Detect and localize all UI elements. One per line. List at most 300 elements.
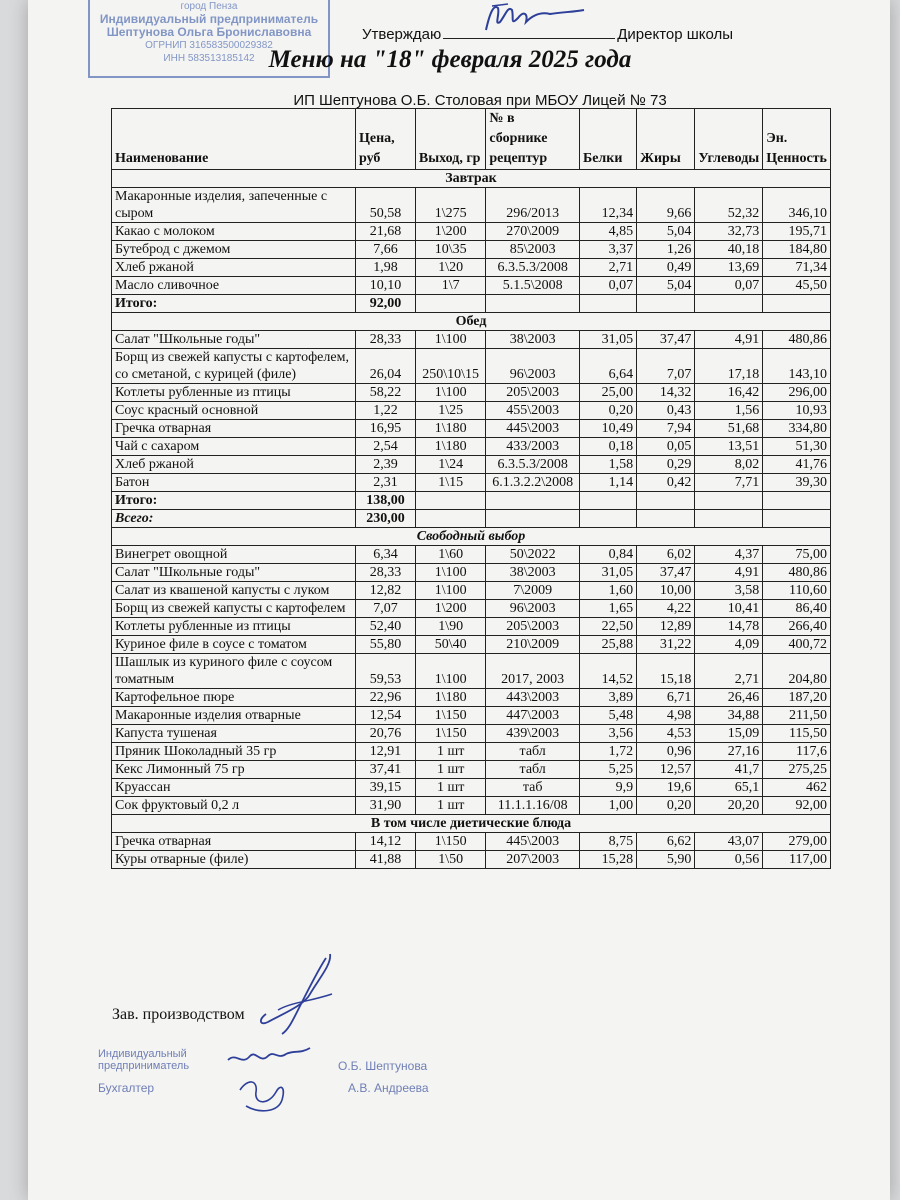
item-price: 10,10 — [356, 277, 416, 295]
item-carbs: 4,37 — [695, 546, 763, 564]
item-price: 20,76 — [356, 725, 416, 743]
total-row — [112, 510, 831, 528]
item-fat: 7,94 — [637, 420, 695, 438]
item-name: Салат "Школьные годы" — [112, 331, 356, 349]
item-fat: 0,49 — [637, 259, 695, 277]
item-output: 250\10\15 — [415, 349, 485, 384]
item-price: 12,54 — [356, 707, 416, 725]
item-recipe: 439\2003 — [486, 725, 580, 743]
item-recipe: табл — [486, 743, 580, 761]
item-name: Капуста тушеная — [112, 725, 356, 743]
item-output: 1\100 — [415, 331, 485, 349]
item-carbs: 41,7 — [695, 761, 763, 779]
item-energy: 92,00 — [763, 797, 831, 815]
item-fat: 0,96 — [637, 743, 695, 761]
item-recipe: 6.1.3.2.2\2008 — [486, 474, 580, 492]
item-recipe: 96\2003 — [486, 349, 580, 384]
item-protein: 25,88 — [579, 636, 636, 654]
item-carbs: 27,16 — [695, 743, 763, 761]
item-fat: 4,53 — [637, 725, 695, 743]
ip-signature — [220, 1030, 340, 1120]
empty-cell — [637, 295, 695, 313]
item-recipe: 433/2003 — [486, 438, 580, 456]
table-row — [112, 259, 831, 277]
item-energy: 296,00 — [763, 384, 831, 402]
item-recipe: 38\2003 — [486, 564, 580, 582]
item-energy: 480,86 — [763, 564, 831, 582]
item-name: Шашлык из куриного филе с соусом томатным — [112, 654, 356, 689]
item-output: 1\50 — [415, 851, 485, 869]
table-row — [112, 582, 831, 600]
item-energy: 346,10 — [763, 188, 831, 223]
item-protein: 0,18 — [579, 438, 636, 456]
item-energy: 115,50 — [763, 725, 831, 743]
menu-table — [111, 108, 831, 869]
item-price: 37,41 — [356, 761, 416, 779]
item-carbs: 13,69 — [695, 259, 763, 277]
total-value: 230,00 — [356, 510, 416, 528]
item-energy: 195,71 — [763, 223, 831, 241]
header-protein: Белки — [579, 109, 636, 170]
item-protein: 1,14 — [579, 474, 636, 492]
empty-cell — [486, 295, 580, 313]
item-protein: 31,05 — [579, 564, 636, 582]
item-carbs: 40,18 — [695, 241, 763, 259]
header-energy: Эн. Ценность — [763, 109, 831, 170]
item-fat: 37,47 — [637, 564, 695, 582]
item-energy: 110,60 — [763, 582, 831, 600]
item-price: 1,98 — [356, 259, 416, 277]
item-name: Борщ из свежей капусты с картофелем, со сметаной, с курицей (филе) — [112, 349, 356, 384]
item-price: 21,68 — [356, 223, 416, 241]
item-price: 58,22 — [356, 384, 416, 402]
item-fat: 31,22 — [637, 636, 695, 654]
table-row — [112, 546, 831, 564]
ip-label-line1: Индивидуальный — [98, 1048, 187, 1060]
total-label: Всего: — [112, 510, 356, 528]
empty-cell — [415, 295, 485, 313]
item-carbs: 10,41 — [695, 600, 763, 618]
item-recipe: 6.3.5.3/2008 — [486, 456, 580, 474]
table-row — [112, 420, 831, 438]
item-protein: 0,07 — [579, 277, 636, 295]
item-fat: 12,89 — [637, 618, 695, 636]
item-fat: 12,57 — [637, 761, 695, 779]
table-row — [112, 851, 831, 869]
item-protein: 9,9 — [579, 779, 636, 797]
table-row — [112, 241, 831, 259]
item-name: Куриное филе в соусе с томатом — [112, 636, 356, 654]
table-row — [112, 833, 831, 851]
item-price: 6,34 — [356, 546, 416, 564]
item-protein: 4,85 — [579, 223, 636, 241]
item-output: 1\150 — [415, 707, 485, 725]
item-fat: 5,90 — [637, 851, 695, 869]
item-protein: 1,58 — [579, 456, 636, 474]
item-name: Макаронные изделия отварные — [112, 707, 356, 725]
production-head-label: Зав. производством — [112, 1006, 245, 1023]
table-row — [112, 761, 831, 779]
table-row — [112, 636, 831, 654]
item-energy: 71,34 — [763, 259, 831, 277]
item-fat: 6,62 — [637, 833, 695, 851]
item-energy: 279,00 — [763, 833, 831, 851]
item-output: 1\180 — [415, 689, 485, 707]
item-fat: 5,04 — [637, 223, 695, 241]
item-recipe: 85\2003 — [486, 241, 580, 259]
table-row — [112, 725, 831, 743]
production-head-signature — [248, 950, 368, 1040]
item-price: 50,58 — [356, 188, 416, 223]
table-row — [112, 223, 831, 241]
table-header-row — [112, 109, 831, 170]
item-energy: 184,80 — [763, 241, 831, 259]
item-output: 1\180 — [415, 420, 485, 438]
table-row — [112, 707, 831, 725]
item-energy: 211,50 — [763, 707, 831, 725]
item-carbs: 26,46 — [695, 689, 763, 707]
item-protein: 15,28 — [579, 851, 636, 869]
item-protein: 10,49 — [579, 420, 636, 438]
item-recipe: 447\2003 — [486, 707, 580, 725]
item-fat: 6,71 — [637, 689, 695, 707]
table-row — [112, 797, 831, 815]
item-name: Хлеб ржаной — [112, 259, 356, 277]
approval-role: Директор школы — [617, 26, 734, 43]
item-energy: 117,6 — [763, 743, 831, 761]
header-price: Цена, руб — [356, 109, 416, 170]
item-carbs: 4,09 — [695, 636, 763, 654]
ip-name: О.Б. Шептунова — [338, 1059, 428, 1073]
item-protein: 5,48 — [579, 707, 636, 725]
item-name: Круассан — [112, 779, 356, 797]
item-fat: 0,20 — [637, 797, 695, 815]
stamp-city: город Пенза — [180, 1, 238, 12]
item-recipe: 210\2009 — [486, 636, 580, 654]
item-energy: 480,86 — [763, 331, 831, 349]
header-fat: Жиры — [637, 109, 695, 170]
total-value: 138,00 — [356, 492, 416, 510]
page-title: Меню на "18" февраля 2025 года — [268, 46, 632, 73]
item-protein: 2,71 — [579, 259, 636, 277]
item-recipe: 207\2003 — [486, 851, 580, 869]
item-recipe: 5.1.5\2008 — [486, 277, 580, 295]
table-row — [112, 654, 831, 689]
item-carbs: 8,02 — [695, 456, 763, 474]
item-output: 1\100 — [415, 384, 485, 402]
empty-cell — [415, 492, 485, 510]
table-row — [112, 456, 831, 474]
item-recipe: 455\2003 — [486, 402, 580, 420]
item-name: Сок фруктовый 0,2 л — [112, 797, 356, 815]
item-price: 14,12 — [356, 833, 416, 851]
item-output: 1\180 — [415, 438, 485, 456]
item-recipe: 296/2013 — [486, 188, 580, 223]
item-fat: 0,05 — [637, 438, 695, 456]
table-row — [112, 438, 831, 456]
stamp-title: Индивидуальный предприниматель — [99, 12, 319, 26]
item-fat: 19,6 — [637, 779, 695, 797]
item-name: Гречка отварная — [112, 833, 356, 851]
item-name: Котлеты рубленные из птицы — [112, 384, 356, 402]
item-carbs: 0,56 — [695, 851, 763, 869]
item-recipe: 50\2022 — [486, 546, 580, 564]
item-protein: 0,84 — [579, 546, 636, 564]
item-name: Соус красный основной — [112, 402, 356, 420]
empty-cell — [579, 295, 636, 313]
item-energy: 187,20 — [763, 689, 831, 707]
item-price: 22,96 — [356, 689, 416, 707]
item-name: Бутеброд с джемом — [112, 241, 356, 259]
item-protein: 31,05 — [579, 331, 636, 349]
item-output: 1\100 — [415, 582, 485, 600]
empty-cell — [695, 492, 763, 510]
item-output: 1 шт — [415, 797, 485, 815]
item-price: 31,90 — [356, 797, 416, 815]
item-energy: 41,76 — [763, 456, 831, 474]
item-recipe: 6.3.5.3/2008 — [486, 259, 580, 277]
item-protein: 3,89 — [579, 689, 636, 707]
item-output: 1\150 — [415, 833, 485, 851]
item-price: 28,33 — [356, 331, 416, 349]
item-carbs: 65,1 — [695, 779, 763, 797]
item-recipe: 270\2009 — [486, 223, 580, 241]
item-output: 1\200 — [415, 223, 485, 241]
item-output: 1\7 — [415, 277, 485, 295]
item-recipe: 38\2003 — [486, 331, 580, 349]
item-output: 1\25 — [415, 402, 485, 420]
approval-signature-line — [443, 38, 615, 39]
item-protein: 1,00 — [579, 797, 636, 815]
item-output: 1\275 — [415, 188, 485, 223]
section-title: Обед — [112, 313, 831, 331]
empty-cell — [415, 510, 485, 528]
item-carbs: 51,68 — [695, 420, 763, 438]
item-energy: 117,00 — [763, 851, 831, 869]
item-price: 2,39 — [356, 456, 416, 474]
item-fat: 5,04 — [637, 277, 695, 295]
section-row — [112, 313, 831, 331]
item-protein: 12,34 — [579, 188, 636, 223]
section-title: В том числе диетические блюда — [112, 815, 831, 833]
item-energy: 143,10 — [763, 349, 831, 384]
item-price: 12,82 — [356, 582, 416, 600]
item-carbs: 34,88 — [695, 707, 763, 725]
item-fat: 37,47 — [637, 331, 695, 349]
item-name: Картофельное пюре — [112, 689, 356, 707]
item-price: 55,80 — [356, 636, 416, 654]
item-output: 1\20 — [415, 259, 485, 277]
item-price: 26,04 — [356, 349, 416, 384]
item-output: 1 шт — [415, 779, 485, 797]
item-name: Борщ из свежей капусты с картофелем — [112, 600, 356, 618]
empty-cell — [637, 510, 695, 528]
item-recipe: 7\2009 — [486, 582, 580, 600]
item-name: Салат "Школьные годы" — [112, 564, 356, 582]
item-output: 1\90 — [415, 618, 485, 636]
item-carbs: 43,07 — [695, 833, 763, 851]
item-name: Хлеб ржаной — [112, 456, 356, 474]
item-output: 1\150 — [415, 725, 485, 743]
page-subtitle: ИП Шептунова О.Б. Столовая при МБОУ Лицей № 73 — [293, 92, 667, 109]
empty-cell — [486, 492, 580, 510]
item-protein: 5,25 — [579, 761, 636, 779]
empty-cell — [763, 510, 831, 528]
item-price: 7,66 — [356, 241, 416, 259]
empty-cell — [695, 295, 763, 313]
item-output: 1\24 — [415, 456, 485, 474]
item-output: 1\100 — [415, 654, 485, 689]
item-protein: 1,65 — [579, 600, 636, 618]
item-energy: 86,40 — [763, 600, 831, 618]
item-protein: 3,56 — [579, 725, 636, 743]
item-energy: 204,80 — [763, 654, 831, 689]
item-carbs: 52,32 — [695, 188, 763, 223]
item-carbs: 13,51 — [695, 438, 763, 456]
item-carbs: 15,09 — [695, 725, 763, 743]
item-name: Какао с молоком — [112, 223, 356, 241]
item-recipe: 2017, 2003 — [486, 654, 580, 689]
item-price: 2,54 — [356, 438, 416, 456]
item-name: Котлеты рубленные из птицы — [112, 618, 356, 636]
item-energy: 39,30 — [763, 474, 831, 492]
table-row — [112, 331, 831, 349]
item-protein: 8,75 — [579, 833, 636, 851]
item-output: 1\100 — [415, 564, 485, 582]
item-carbs: 7,71 — [695, 474, 763, 492]
item-name: Гречка отварная — [112, 420, 356, 438]
table-row — [112, 689, 831, 707]
item-fat: 6,02 — [637, 546, 695, 564]
item-energy: 75,00 — [763, 546, 831, 564]
empty-cell — [763, 492, 831, 510]
header-output: Выход, гр — [415, 109, 485, 170]
item-protein: 22,50 — [579, 618, 636, 636]
item-recipe: табл — [486, 761, 580, 779]
total-row — [112, 295, 831, 313]
item-recipe: 205\2003 — [486, 384, 580, 402]
item-protein: 1,72 — [579, 743, 636, 761]
item-price: 7,07 — [356, 600, 416, 618]
ip-label-line2: предприниматель — [98, 1060, 190, 1072]
item-carbs: 32,73 — [695, 223, 763, 241]
item-name: Куры отварные (филе) — [112, 851, 356, 869]
section-row — [112, 170, 831, 188]
item-energy: 266,40 — [763, 618, 831, 636]
item-recipe: 96\2003 — [486, 600, 580, 618]
item-protein: 14,52 — [579, 654, 636, 689]
item-name: Винегрет овощной — [112, 546, 356, 564]
table-row — [112, 600, 831, 618]
header-carbs: Углеводы — [695, 109, 763, 170]
item-name: Макаронные изделия, запеченные с сыром — [112, 188, 356, 223]
item-fat: 9,66 — [637, 188, 695, 223]
section-row — [112, 815, 831, 833]
item-fat: 14,32 — [637, 384, 695, 402]
item-output: 1\60 — [415, 546, 485, 564]
item-price: 28,33 — [356, 564, 416, 582]
item-fat: 15,18 — [637, 654, 695, 689]
empty-cell — [579, 492, 636, 510]
total-row — [112, 492, 831, 510]
stamp-owner: Шептунова Ольга Брониславовна — [106, 25, 312, 39]
item-name: Масло сливочное — [112, 277, 356, 295]
item-output: 50\40 — [415, 636, 485, 654]
item-energy: 51,30 — [763, 438, 831, 456]
item-protein: 25,00 — [579, 384, 636, 402]
table-row — [112, 277, 831, 295]
item-price: 39,15 — [356, 779, 416, 797]
item-fat: 1,26 — [637, 241, 695, 259]
table-row — [112, 618, 831, 636]
item-fat: 4,98 — [637, 707, 695, 725]
item-protein: 6,64 — [579, 349, 636, 384]
item-name: Кекс Лимонный 75 гр — [112, 761, 356, 779]
item-fat: 10,00 — [637, 582, 695, 600]
section-title: Завтрак — [112, 170, 831, 188]
table-row — [112, 564, 831, 582]
header-name: Наименование — [112, 109, 356, 170]
empty-cell — [695, 510, 763, 528]
item-carbs: 17,18 — [695, 349, 763, 384]
item-carbs: 3,58 — [695, 582, 763, 600]
item-carbs: 2,71 — [695, 654, 763, 689]
item-name: Чай с сахаром — [112, 438, 356, 456]
item-fat: 0,29 — [637, 456, 695, 474]
table-row — [112, 743, 831, 761]
item-name: Батон — [112, 474, 356, 492]
item-recipe: таб — [486, 779, 580, 797]
item-output: 1 шт — [415, 761, 485, 779]
item-price: 2,31 — [356, 474, 416, 492]
accountant-label: Бухгалтер — [98, 1081, 155, 1095]
item-price: 16,95 — [356, 420, 416, 438]
item-price: 41,88 — [356, 851, 416, 869]
item-energy: 45,50 — [763, 277, 831, 295]
empty-cell — [637, 492, 695, 510]
item-name: Салат из квашеной капусты с луком — [112, 582, 356, 600]
item-energy: 400,72 — [763, 636, 831, 654]
section-row — [112, 528, 831, 546]
empty-cell — [486, 510, 580, 528]
total-value: 92,00 — [356, 295, 416, 313]
item-output: 1 шт — [415, 743, 485, 761]
item-carbs: 16,42 — [695, 384, 763, 402]
section-title: Свободный выбор — [112, 528, 831, 546]
item-protein: 3,37 — [579, 241, 636, 259]
empty-cell — [763, 295, 831, 313]
total-label: Итого: — [112, 295, 356, 313]
item-energy: 462 — [763, 779, 831, 797]
empty-cell — [579, 510, 636, 528]
item-price: 59,53 — [356, 654, 416, 689]
ip-label — [98, 1048, 189, 1072]
item-recipe: 445\2003 — [486, 833, 580, 851]
table-row — [112, 188, 831, 223]
accountant-name: А.В. Андреева — [348, 1081, 429, 1095]
item-price: 1,22 — [356, 402, 416, 420]
item-carbs: 4,91 — [695, 331, 763, 349]
item-output: 10\35 — [415, 241, 485, 259]
table-row — [112, 779, 831, 797]
header-recipe: № в сборнике рецептур — [486, 109, 580, 170]
item-recipe: 205\2003 — [486, 618, 580, 636]
item-price: 52,40 — [356, 618, 416, 636]
table-row — [112, 384, 831, 402]
approval-label: Утверждаю — [362, 26, 442, 43]
item-energy: 334,80 — [763, 420, 831, 438]
item-output: 1\15 — [415, 474, 485, 492]
